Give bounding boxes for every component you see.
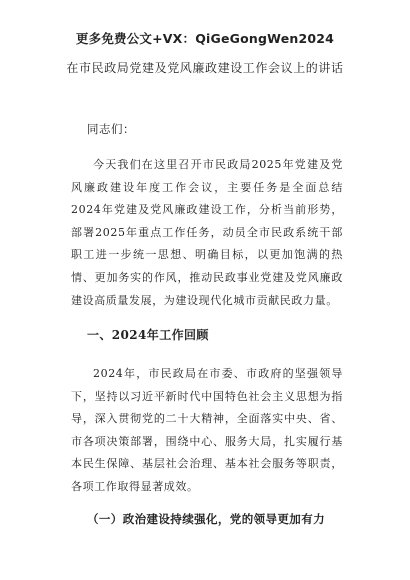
promo-header: 更多免费公文+VX：QiGeGongWen2024 [75, 31, 335, 46]
section-heading-work-review: 一、2024年工作回顾 [87, 328, 209, 342]
intro-paragraph: 今天我们在这里召开市民政局2025年党建及党风廉政建设年度工作会议，主要任务是全面总结2024年党建及党风廉政建设工作，分析当前形势，部署2025年重点工作任务，动员全市民政系统干部职工进一步统一思想、明确目标，以更加饱满的热情、更加务实的作风，推动民政事业党建及党风廉政建设高质量发展，为建设现代化城市贡献民政力量。 [71, 158, 343, 307]
salutation: 同志们： [87, 122, 135, 136]
section-paragraph-work-review: 2024年，市民政局在市委、市政府的坚强领导下，坚持以习近平新时代中国特色社会主义思想为指导，深入贯彻党的二十大精神，全面落实中央、省、市各项决策部署，围绕中心、服务大局，扎实履行基本民生保障、基层社会治理、基本社会服务等职责，各项工作取得显著成效。 [71, 367, 343, 493]
document-title: 在市民政局党建及党风廉政建设工作会议上的讲话 [66, 61, 344, 75]
subsection-heading-political-building: （一）政治建设持续强化，党的领导更加有力 [87, 512, 325, 526]
